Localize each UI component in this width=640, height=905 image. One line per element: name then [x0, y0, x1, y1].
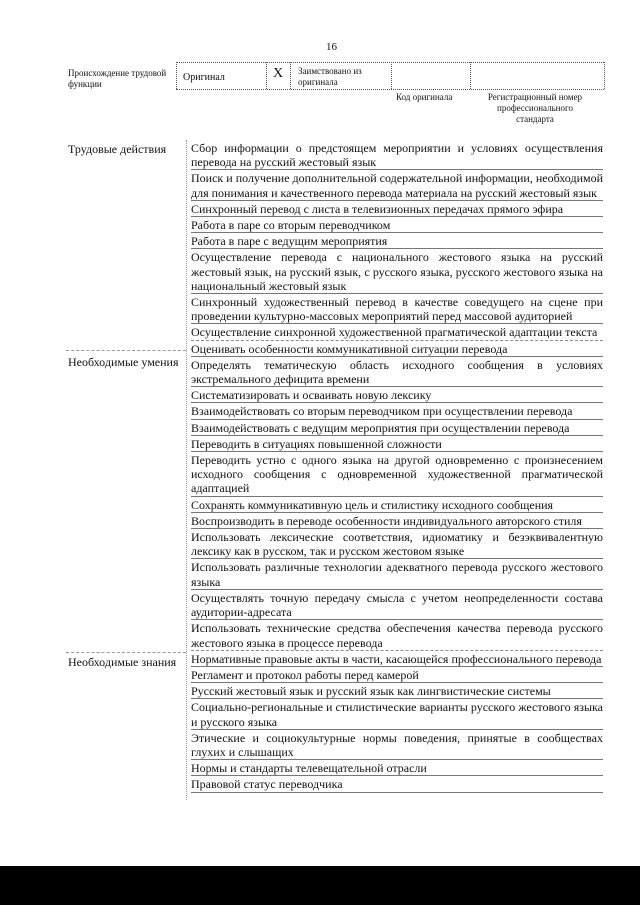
- section-label-knowledge: Необходимые знания: [68, 655, 177, 669]
- table-cell: Осуществлять точную передачу смысла с учетом неопределенности состава аудитории-адресата: [191, 590, 603, 620]
- table-cell: Социально-региональные и стилистические варианты русского жестового языка и русского языка: [191, 700, 603, 729]
- page-number: 16: [326, 41, 337, 53]
- table-items: [191, 140, 603, 793]
- table-column-divider: [186, 140, 187, 800]
- table-cell: Использовать технические средства обеспечения качества перевода русского жестового языка в процессе перевода: [191, 621, 603, 650]
- code-label: Код оригинала: [396, 92, 453, 102]
- table-cell: Систематизировать и осваивать новую лексику: [191, 387, 603, 403]
- table-cell: Сбор информации о предстоящем мероприятии и условиях осуществления перевода на русский жестовый язык: [191, 141, 603, 170]
- table-cell: Русский жестовый язык и русский язык как лингвистические системы: [191, 683, 603, 699]
- header-divider: [391, 62, 392, 89]
- table-cell: Взаимодействовать с ведущим мероприятия при осуществлении перевода: [191, 420, 603, 436]
- table-cell: Работа в паре со вторым переводчиком: [191, 217, 603, 233]
- original-label: Оригинал: [183, 72, 225, 83]
- header-divider: [176, 62, 177, 89]
- table-cell: Нормы и стандарты телевещательной отрасли: [191, 760, 603, 776]
- table-cell: Оценивать особенности коммуникативной ситуации перевода: [191, 341, 603, 357]
- table-cell: Нормативные правовые акты в части, касающейся профессионального перевода: [191, 651, 602, 666]
- table-cell: Использовать различные технологии адекватного перевода русского жестового языка: [191, 560, 603, 589]
- section-separator: [66, 350, 186, 351]
- header-divider: [604, 62, 605, 89]
- table-cell: Сохранять коммуникативную цель и стилистику исходного сообщения: [191, 497, 603, 513]
- table-cell: Регламент и протокол работы перед камерой: [191, 667, 603, 683]
- reg-number-label: Регистрационный номер профессионального стандарта: [487, 92, 583, 124]
- table-cell: Взаимодействовать со вторым переводчиком при осуществлении перевода: [191, 403, 603, 419]
- section-separator: [66, 652, 186, 653]
- table-cell: Правовой статус переводчика: [191, 776, 603, 792]
- table-cell: Воспроизводить в переводе особенности индивидуального авторского стиля: [191, 513, 603, 529]
- table-cell: Синхронный перевод с листа в телевизионных передачах прямого эфира: [191, 201, 603, 217]
- header-top-line: [176, 62, 604, 63]
- table-cell: Переводить устно с одного языка на другой одновременно с произнесением исходного сообщения с одновременной художественной прагматической адаптацией: [191, 453, 603, 496]
- table-cell: Этические и социокультурные нормы поведения, принятые в сообществах глухих и слышащих: [191, 730, 603, 759]
- section-label-actions: Трудовые действия: [68, 142, 167, 156]
- header-divider: [290, 62, 291, 89]
- header-divider: [470, 62, 471, 89]
- section-label-skills: Необходимые умения: [68, 355, 179, 369]
- table-cell: Работа в паре с ведущим мероприятия: [191, 233, 603, 249]
- table-cell: Переводить в ситуациях повышенной сложности: [191, 436, 603, 452]
- table-cell: Осуществление перевода с национального жестового языка на русский жестовый язык, на русский язык, с русского языка, русского жестового языка на национальный жестовый язык: [191, 250, 603, 293]
- original-mark: X: [273, 66, 284, 81]
- origin-label: Происхождение трудовой функции: [68, 68, 167, 89]
- borrowed-label: Заимствовано из оригинала: [298, 66, 362, 87]
- table-cell: Осуществление синхронной художественной прагматической адаптации текста: [191, 324, 603, 340]
- table-cell: Поиск и получение дополнительной содержательной информации, необходимой для понимания и качественного перевода материала на русский жестовый язык: [191, 171, 603, 200]
- table-cell: Синхронный художественный перевод в качестве соведущего на сцене при проведении культурно-массовых мероприятий перед массовой аудиторией: [191, 295, 603, 324]
- header-divider: [266, 62, 267, 89]
- table-cell: Определять тематическую область исходного сообщения в условиях экстремального дефицита времени: [191, 357, 603, 387]
- table-cell: Использовать лексические соответствия, идиоматику и безэквивалентную лексику как в русском, так и русском жестовом языке: [191, 530, 603, 559]
- header-bottom-line: [176, 89, 604, 90]
